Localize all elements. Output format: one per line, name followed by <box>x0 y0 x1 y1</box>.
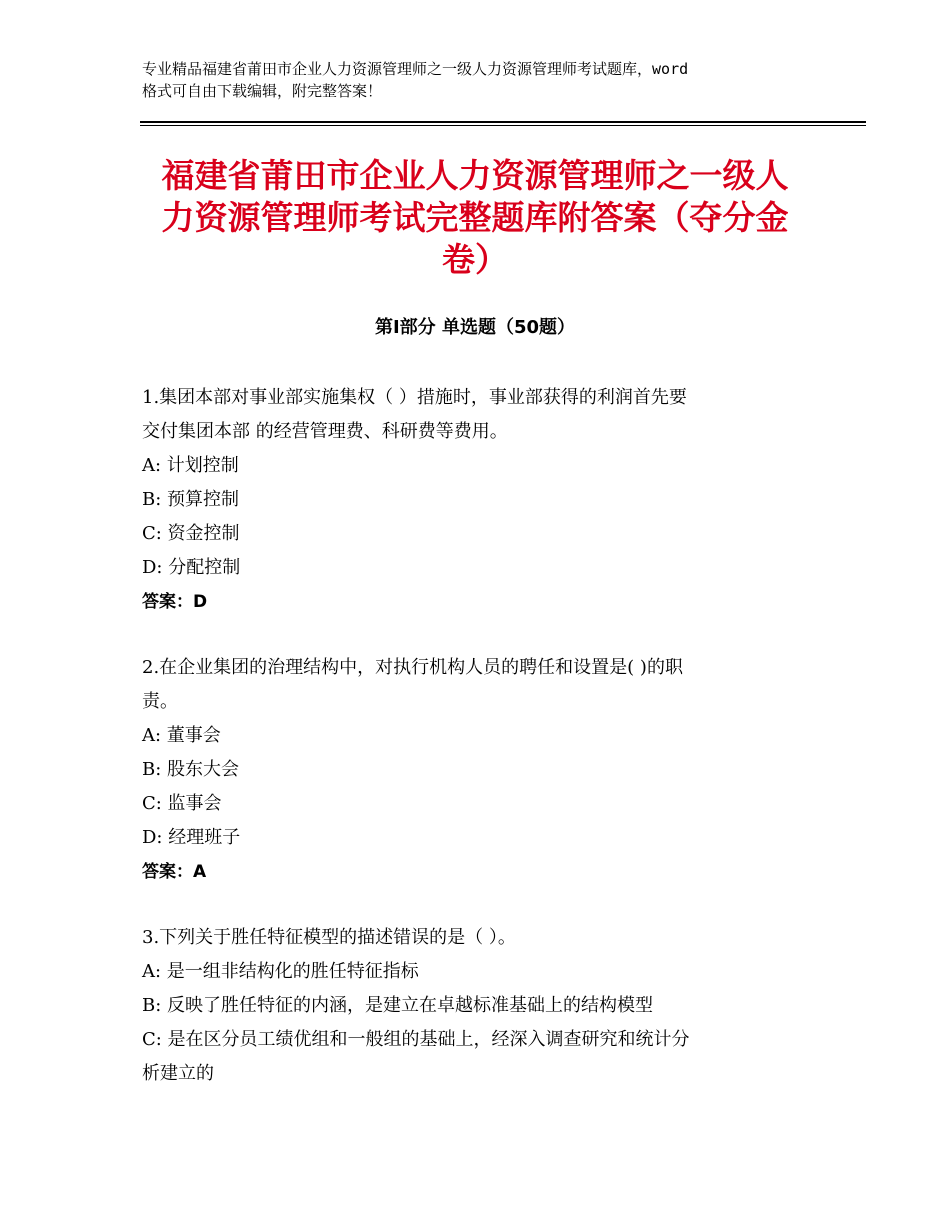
question-1-option-d: D: 分配控制 <box>142 557 241 578</box>
question-1-option-c: C: 资金控制 <box>142 523 240 544</box>
question-3 <box>142 921 822 1091</box>
question-2-answer: 答案：A <box>142 862 207 882</box>
question-2-option-a: A: 董事会 <box>142 725 221 746</box>
header-divider-thick <box>140 121 866 123</box>
document-title-line-3: 卷） <box>442 240 508 279</box>
question-2-stem-line-2: 责。 <box>142 691 178 712</box>
header-note-line-1: 专业精品福建省莆田市企业人力资源管理师之一级人力资源管理师考试题库，word <box>142 60 689 78</box>
question-spacer <box>142 889 822 921</box>
question-1-stem-line-1: 1.集团本部对事业部实施集权（ ）措施时，事业部获得的利润首先要 <box>142 387 687 408</box>
header-divider-thin <box>140 125 866 126</box>
question-2-option-b: B: 股东大会 <box>142 759 240 780</box>
question-3-option-c-continued: 析建立的 <box>142 1063 214 1084</box>
question-3-stem-line-1: 3.下列关于胜任特征模型的描述错误的是（ ）。 <box>142 927 516 948</box>
question-1-answer: 答案：D <box>142 592 208 612</box>
question-1-option-b: B: 预算控制 <box>142 489 240 510</box>
section-heading: 第Ⅰ部分 单选题（50题） <box>374 317 575 338</box>
question-3-option-b: B: 反映了胜任特征的内涵，是建立在卓越标准基础上的结构模型 <box>142 995 654 1016</box>
header-note <box>142 58 822 102</box>
document-title <box>130 155 820 281</box>
question-1-stem-line-2: 交付集团本部 的经营管理费、科研费等费用。 <box>142 421 508 442</box>
question-1 <box>142 381 822 619</box>
question-spacer <box>142 619 822 651</box>
question-2 <box>142 651 822 889</box>
question-2-stem-line-1: 2.在企业集团的治理结构中，对执行机构人员的聘任和设置是( )的职 <box>142 657 683 678</box>
question-2-option-d: D: 经理班子 <box>142 827 241 848</box>
document-title-line-2: 力资源管理师考试完整题库附答案（夺分金 <box>161 198 789 237</box>
document-title-line-1: 福建省莆田市企业人力资源管理师之一级人 <box>161 156 789 195</box>
question-2-option-c: C: 监事会 <box>142 793 222 814</box>
question-1-option-a: A: 计划控制 <box>142 455 239 476</box>
question-3-option-c: C: 是在区分员工绩优组和一般组的基础上，经深入调查研究和统计分 <box>142 1029 690 1050</box>
header-note-line-2: 格式可自由下载编辑，附完整答案！ <box>142 82 383 100</box>
question-3-option-a: A: 是一组非结构化的胜任特征指标 <box>142 961 419 982</box>
question-list <box>142 381 822 1091</box>
